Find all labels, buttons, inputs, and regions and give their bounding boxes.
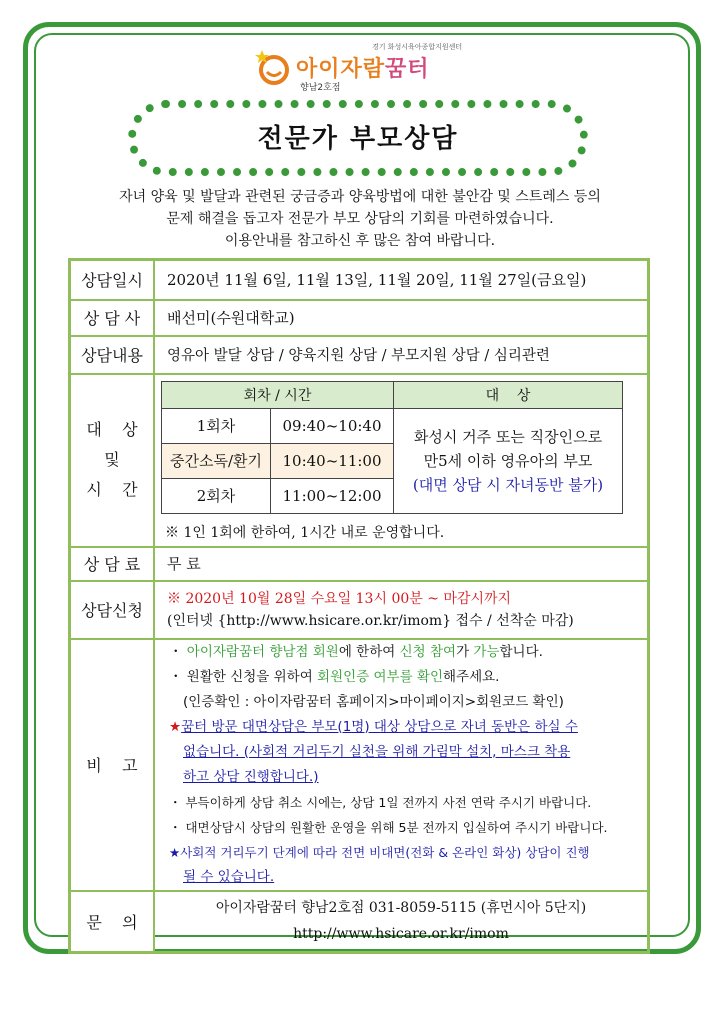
row-content: [70, 336, 649, 374]
intro-line: 문제 해결을 돕고자 전문가 부모 상담의 기회를 마련하였습니다.: [166, 211, 554, 227]
session-name: 중간소독/환기: [162, 443, 271, 478]
session-header: 회차 / 시간: [162, 381, 394, 408]
row-label: 상담내용: [70, 336, 155, 374]
session-note: ※ 1인 1회에 한하여, 1시간 내로 운영합니다.: [165, 524, 445, 541]
session-time: 10:40~11:00: [271, 443, 394, 478]
session-time: 09:40~10:40: [271, 408, 394, 443]
intro-line: 자녀 양육 및 발달과 관련된 궁금증과 양육방법에 대한 불안감 및 스트레스 등의: [119, 189, 601, 205]
remarks-list: [154, 639, 649, 891]
page-title: 전문가 부모상담: [257, 124, 459, 154]
remark-item: (인증확인 : 아이자람꿈터 홈페이지>마이페이지>회원코드 확인): [183, 693, 564, 710]
info-table: [68, 258, 650, 954]
smiling-sun-icon: [254, 46, 294, 86]
target-desc: 화성시 거주 또는 직장인으로 만5세 이하 영유아의 부모 (대면 상담 시 자녀동반 불가): [394, 408, 623, 513]
remark-item: ・ 대면상담시 상담의 원활한 운영을 위해 5분 전까지 입실하여 주시기 바랍니다.: [169, 819, 608, 835]
session-time: 11:00~12:00: [271, 478, 394, 513]
target-header: 대 상: [394, 381, 623, 408]
session-name: 1회차: [162, 408, 271, 443]
remark-item: 될 수 있습니다.: [183, 868, 275, 885]
row-contact: [70, 891, 649, 953]
row-value: [154, 891, 649, 953]
remark-item: ・ 원활한 신청을 위하여 회원인증 여부를 확인해주세요.: [169, 668, 500, 685]
row-value: 2020년 11월 6일, 11월 13일, 11월 20일, 11월 27일(금요일): [154, 260, 649, 300]
row-value: 무 료: [154, 547, 649, 581]
row-remarks: [70, 639, 649, 891]
row-value: [154, 581, 649, 639]
row-label: 대 상 및 시 간: [70, 374, 155, 547]
row-label: 상 담 사: [70, 300, 155, 336]
logo-org-text: 경기 화성시육아종합지원센터: [372, 43, 463, 51]
remark-item: ★꿈터 방문 대면상담은 부모(1명) 대상 상담으로 자녀 동반은 하실 수: [169, 718, 578, 735]
row-value: 배선미(수원대학교): [154, 300, 649, 336]
logo-name: 아이자람꿈터: [296, 57, 430, 82]
row-label: 상 담 료: [70, 547, 155, 581]
session-name: 2회차: [162, 478, 271, 513]
logo-branch: 향남2호점: [300, 83, 341, 93]
remark-item: 없습니다. (사회적 거리두기 실천을 위해 가림막 설치, 마스크 착용: [183, 743, 571, 760]
row-target: [70, 374, 649, 547]
row-label: 상담일시: [70, 260, 155, 300]
row-label: 상담신청: [70, 581, 155, 639]
contact-phone: 아이자람꿈터 향남2호점 031-8059-5115 (휴먼시아 5단지): [215, 900, 587, 917]
apply-period: ※ 2020년 10월 28일 수요일 13시 00분 ~ 마감시까지: [167, 590, 512, 607]
apply-method: (인터넷 {http://www.hsicare.or.kr/imom} 접수 / 선착순 마감): [167, 612, 574, 629]
remark-item: ・ 아이자람꿈터 향남점 회원에 한하여 신청 참여가 가능합니다.: [169, 643, 543, 660]
row-label: 문 의: [70, 891, 155, 953]
row-fee: [70, 547, 649, 581]
remark-item: 하고 상담 진행합니다.): [183, 768, 319, 785]
row-label: 비 고: [70, 639, 155, 891]
contact-url[interactable]: http://www.hsicare.or.kr/imom: [293, 926, 509, 943]
remark-item: ・ 부득이하게 상담 취소 시에는, 상담 1일 전까지 사전 연락 주시기 바랍니다.: [169, 794, 592, 810]
remark-item: ★사회적 거리두기 단계에 따라 전면 비대면(전화 & 온라인 화상) 상담이 진행: [169, 844, 590, 860]
row-apply: [70, 581, 649, 639]
target-cell: [154, 374, 649, 547]
session-table: [161, 381, 623, 514]
intro-line: 이용안내를 참고하신 후 많은 참여 바랍니다.: [224, 233, 496, 249]
intro-text: [70, 186, 650, 252]
row-value: 영유아 발달 상담 / 양육지원 상담 / 부모지원 상담 / 심리관련: [154, 336, 649, 374]
logo: [252, 36, 492, 98]
row-counselor: [70, 300, 649, 336]
row-date: [70, 260, 649, 300]
